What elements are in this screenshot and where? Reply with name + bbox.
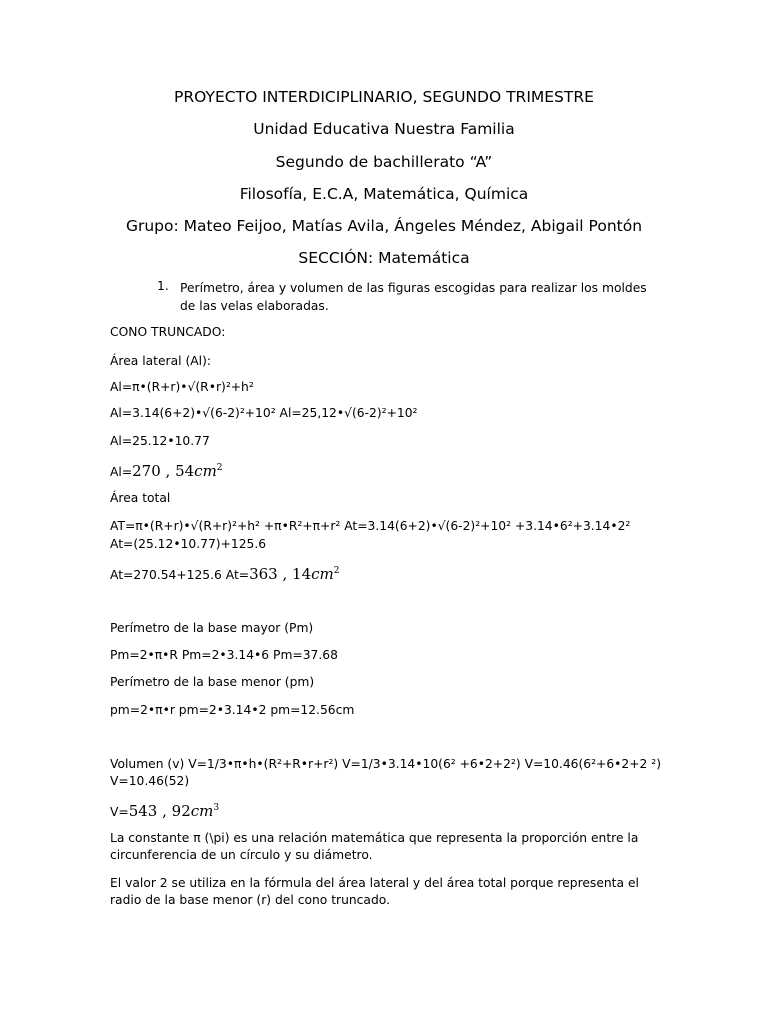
area-total-result-unit: cm <box>311 565 334 583</box>
area-total-sum: At=270.54+125.6 At= <box>110 568 250 582</box>
volumen-result-unit: cm <box>190 802 214 820</box>
subjects: Filosofía, E.C.A, Matemática, Química <box>239 185 529 203</box>
section-title: SECCIÓN: Matemática <box>298 249 470 267</box>
area-lateral-result-unit: cm <box>194 462 217 480</box>
perimetro-menor-heading: Perímetro de la base menor (pm) <box>110 675 315 689</box>
list-item-text: Perímetro, área y volumen de las figuras escogidas para realizar los moldes de las velas elaboradas. <box>180 281 647 313</box>
area-total-heading: Área total <box>110 491 171 505</box>
volumen-result-prefix: V= <box>110 805 129 819</box>
area-lateral-result <box>110 460 670 481</box>
pi-explanation: La constante π (\pi) es una relación matemática que representa la proporción entre la circunferencia de un círculo y su diámetro. <box>110 831 639 862</box>
volumen-result-value: 543 , 92 <box>128 802 191 820</box>
perimetro-mayor-formula: Pm=2•π•R Pm=2•3.14•6 Pm=37.68 <box>110 648 338 662</box>
area-lateral-result-prefix: Al= <box>110 465 133 479</box>
project-title: PROYECTO INTERDICIPLINARIO, SEGUNDO TRIMESTRE <box>174 88 594 106</box>
area-total-result-value: 363 , 14 <box>249 565 312 583</box>
volumen-result-exponent: 3 <box>213 803 220 813</box>
volumen-formula: Volumen (v) V=1/3•π•h•(R²+R•r+r²) V=1/3•3.14•10(6² +6•2+2²) V=10.46(6²+6•2+2 ²) V=10.46(52) <box>110 757 662 788</box>
cono-heading: CONO TRUNCADO: <box>110 325 226 339</box>
two-explanation: El valor 2 se utiliza en la fórmula del área lateral y del área total porque representa el radio de la base menor (r) del cono truncado. <box>110 876 639 907</box>
area-lateral-result-exponent: 2 <box>216 463 223 473</box>
area-total-multiplication: At=(25.12•10.77)+125.6 <box>110 537 267 551</box>
area-lateral-heading: Área lateral (Al): <box>110 354 212 368</box>
volumen-result <box>110 800 670 821</box>
area-lateral-formula: Al=π•(R+r)•√(R•r)²+h² <box>110 380 254 394</box>
area-total-result-exponent: 2 <box>333 566 340 576</box>
area-lateral-substitution: Al=3.14(6+2)•√(6-2)²+10² Al=25,12•√(6-2)²+10² <box>110 406 418 420</box>
area-lateral-result-value: 270 , 54 <box>132 462 195 480</box>
perimetro-mayor-heading: Perímetro de la base mayor (Pm) <box>110 621 314 635</box>
area-lateral-multiplication: Al=25.12•10.77 <box>110 434 210 448</box>
area-total-formula: AT=π•(R+r)•√(R+r)²+h² +π•R²+π+r² At=3.14(6+2)•√(6-2)²+10² +3.14•6²+3.14•2² <box>110 519 631 533</box>
list-number: 1. <box>157 279 169 293</box>
perimetro-menor-formula: pm=2•π•r pm=2•3.14•2 pm=12.56cm <box>110 703 355 717</box>
group-members: Grupo: Mateo Feijoo, Matías Avila, Ángeles Méndez, Abigail Pontón <box>125 217 643 235</box>
school-name: Unidad Educativa Nuestra Familia <box>253 120 515 138</box>
area-total-result <box>110 563 670 584</box>
course-name: Segundo de bachillerato “A” <box>275 153 493 171</box>
